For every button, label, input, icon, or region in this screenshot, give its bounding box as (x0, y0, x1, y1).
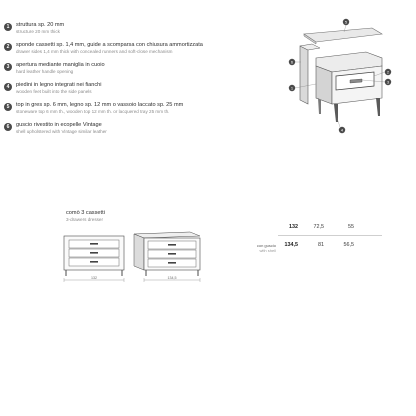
svg-text:6: 6 (290, 59, 294, 65)
dresser-perspective-drawing (128, 226, 210, 288)
callout-marker (289, 59, 301, 65)
feature-item (4, 82, 290, 102)
feature-text-en: shell upholstered with Vintage similar leather (16, 129, 107, 134)
feature-item (4, 102, 290, 122)
feature-number-badge: 3 (4, 63, 12, 71)
svg-text:2: 2 (386, 69, 390, 75)
feature-text-it: piedini in legno integrati nei fianchi (16, 82, 102, 88)
feature-number-badge: 2 (4, 43, 12, 51)
row-label-en: with shell (259, 247, 276, 253)
product-subtitle: 3-drawers dresser (66, 217, 104, 222)
feature-number-badge: 5 (4, 103, 12, 111)
perspective-width-label: 134,5 (167, 276, 177, 280)
feature-list (4, 22, 290, 142)
feature-text-it: top in gres sp. 6 mm, legno sp. 12 mm o vassoio laccato sp. 25 mm (16, 102, 184, 108)
feature-number-badge: 4 (4, 83, 12, 91)
height-value: 55 (348, 224, 354, 230)
svg-text:3: 3 (386, 79, 390, 85)
width-value: 134,5 (284, 242, 298, 248)
svg-text:1: 1 (290, 85, 294, 91)
height-value: 56,5 (343, 242, 354, 248)
feature-text-en: stoneware top 6 mm th., wooden top 12 mm th. or lacquered tray 25 mm th. (16, 109, 170, 114)
feature-number-badge: 6 (4, 123, 12, 131)
svg-text:5: 5 (344, 19, 348, 25)
dimensions-table (238, 222, 378, 256)
feature-text-it: apertura mediante maniglia in cuoio (16, 62, 105, 68)
feature-text-it: guscio rivestito in ecopelle Vintage (16, 122, 102, 128)
depth-value: 72,5 (313, 224, 324, 230)
feature-text-en: wooden feet built into the side panels (16, 89, 92, 94)
feature-item (4, 42, 290, 62)
feature-item (4, 62, 290, 82)
row-label (238, 244, 276, 253)
feature-text-en: drawer sides 1,4 mm thick with concealed runners and soft-close mechanism (16, 49, 173, 54)
table-row (238, 240, 378, 256)
feature-text-en: structure 20 mm thick (16, 29, 60, 34)
nightstand-exploded-illustration (286, 18, 396, 138)
callout-marker (337, 118, 345, 133)
row-label-it: con guscio (256, 243, 276, 248)
width-value: 132 (289, 224, 298, 230)
product-title: comò 3 cassetti (66, 210, 105, 216)
feature-text-it: sponde cassetti sp. 1,4 mm, guide a scomparsa con chiusura ammortizzata (16, 42, 203, 48)
feature-text-it: struttura sp. 20 mm (16, 22, 65, 28)
feature-item (4, 22, 290, 42)
feature-item (4, 122, 290, 142)
front-width-label: 132 (91, 276, 97, 280)
depth-value: 81 (318, 242, 324, 248)
feature-number-badge: 1 (4, 23, 12, 31)
feature-text-en: hard leather handle opening (16, 69, 74, 74)
svg-text:4: 4 (340, 127, 344, 133)
table-divider (278, 235, 382, 236)
